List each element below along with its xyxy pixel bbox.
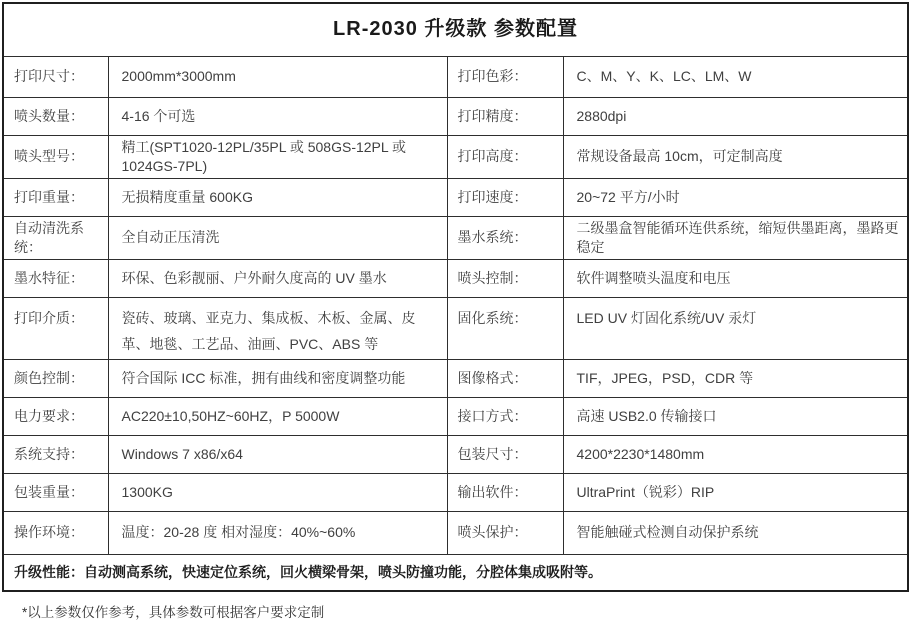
spec-value: 精工(SPT1020-12PL/35PL 或 508GS-12PL 或 1024GS-7PL): [108, 135, 447, 178]
spec-value: 2880dpi: [563, 97, 908, 135]
spec-label: 喷头型号：: [3, 135, 108, 178]
title-row: [3, 3, 908, 56]
spec-row: [3, 259, 908, 297]
spec-row: [3, 216, 908, 259]
spec-label: 操作环境：: [3, 511, 108, 554]
page-title: LR-2030 升级款 参数配置: [3, 3, 908, 56]
spec-label: 打印尺寸：: [3, 56, 108, 97]
spec-value: 常规设备最高 10cm，可定制高度: [563, 135, 908, 178]
spec-label: 打印介质：: [3, 297, 108, 359]
footnote: *以上参数仅作参考，具体参数可根据客户要求定制: [22, 605, 325, 620]
upgrade-note: [3, 554, 908, 591]
spec-row: [3, 359, 908, 397]
spec-value: Windows 7 x86/x64: [108, 435, 447, 473]
spec-label: 包装重量：: [3, 473, 108, 511]
spec-value: 全自动正压清洗: [108, 216, 447, 259]
upgrade-text: 自动测高系统，快速定位系统，回火横梁骨架，喷头防撞功能，分腔体集成吸附等。: [84, 563, 602, 580]
spec-value: 符合国际 ICC 标准，拥有曲线和密度调整功能: [108, 359, 447, 397]
upgrade-row: [3, 554, 908, 591]
spec-row: [3, 511, 908, 554]
spec-value: 高速 USB2.0 传输接口: [563, 397, 908, 435]
spec-value: 2000mm*3000mm: [108, 56, 447, 97]
spec-row: [3, 178, 908, 216]
spec-value: 1300KG: [108, 473, 447, 511]
spec-value: UltraPrint（锐彩）RIP: [563, 473, 908, 511]
spec-label: 图像格式：: [447, 359, 563, 397]
spec-value: 软件调整喷头温度和电压: [563, 259, 908, 297]
spec-label: 打印高度：: [447, 135, 563, 178]
spec-value: 智能触碰式检测自动保护系统: [563, 511, 908, 554]
spec-row: [3, 297, 908, 359]
spec-label: 喷头控制：: [447, 259, 563, 297]
spec-label: 喷头保护：: [447, 511, 563, 554]
spec-value: LED UV 灯固化系统/UV 汞灯: [563, 297, 908, 359]
spec-row: [3, 473, 908, 511]
spec-value: 二级墨盒智能循环连供系统，缩短供墨距离，墨路更稳定: [563, 216, 908, 259]
spec-label: 自动清洗系统：: [3, 216, 108, 259]
spec-label: 打印速度：: [447, 178, 563, 216]
spec-value: TIF，JPEG，PSD，CDR 等: [563, 359, 908, 397]
upgrade-label: 升级性能：: [14, 563, 84, 580]
spec-value: 无损精度重量 600KG: [108, 178, 447, 216]
spec-label: 电力要求：: [3, 397, 108, 435]
spec-value: 4-16 个可选: [108, 97, 447, 135]
spec-row: [3, 135, 908, 178]
spec-label: 包装尺寸：: [447, 435, 563, 473]
spec-label: 打印精度：: [447, 97, 563, 135]
spec-label: 打印重量：: [3, 178, 108, 216]
spec-row: [3, 97, 908, 135]
spec-row: [3, 435, 908, 473]
spec-row: [3, 56, 908, 97]
spec-label: 固化系统：: [447, 297, 563, 359]
spec-value: 20~72 平方/小时: [563, 178, 908, 216]
spec-table: [2, 2, 909, 592]
spec-label: 颜色控制：: [3, 359, 108, 397]
spec-value: 4200*2230*1480mm: [563, 435, 908, 473]
spec-label: 系统支持：: [3, 435, 108, 473]
spec-label: 输出软件：: [447, 473, 563, 511]
spec-label: 接口方式：: [447, 397, 563, 435]
spec-value: AC220±10,50HZ~60HZ，P 5000W: [108, 397, 447, 435]
spec-value: C、M、Y、K、LC、LM、W: [563, 56, 908, 97]
spec-label: 喷头数量：: [3, 97, 108, 135]
spec-row: [3, 397, 908, 435]
spec-value: 温度：20-28 度 相对湿度：40%~60%: [108, 511, 447, 554]
spec-label: 墨水特征：: [3, 259, 108, 297]
spec-label: 墨水系统：: [447, 216, 563, 259]
spec-label: 打印色彩：: [447, 56, 563, 97]
spec-value: 瓷砖、玻璃、亚克力、集成板、木板、金属、皮革、地毯、工艺品、油画、PVC、ABS 等: [108, 297, 447, 359]
spec-value: 环保、色彩靓丽、户外耐久度高的 UV 墨水: [108, 259, 447, 297]
